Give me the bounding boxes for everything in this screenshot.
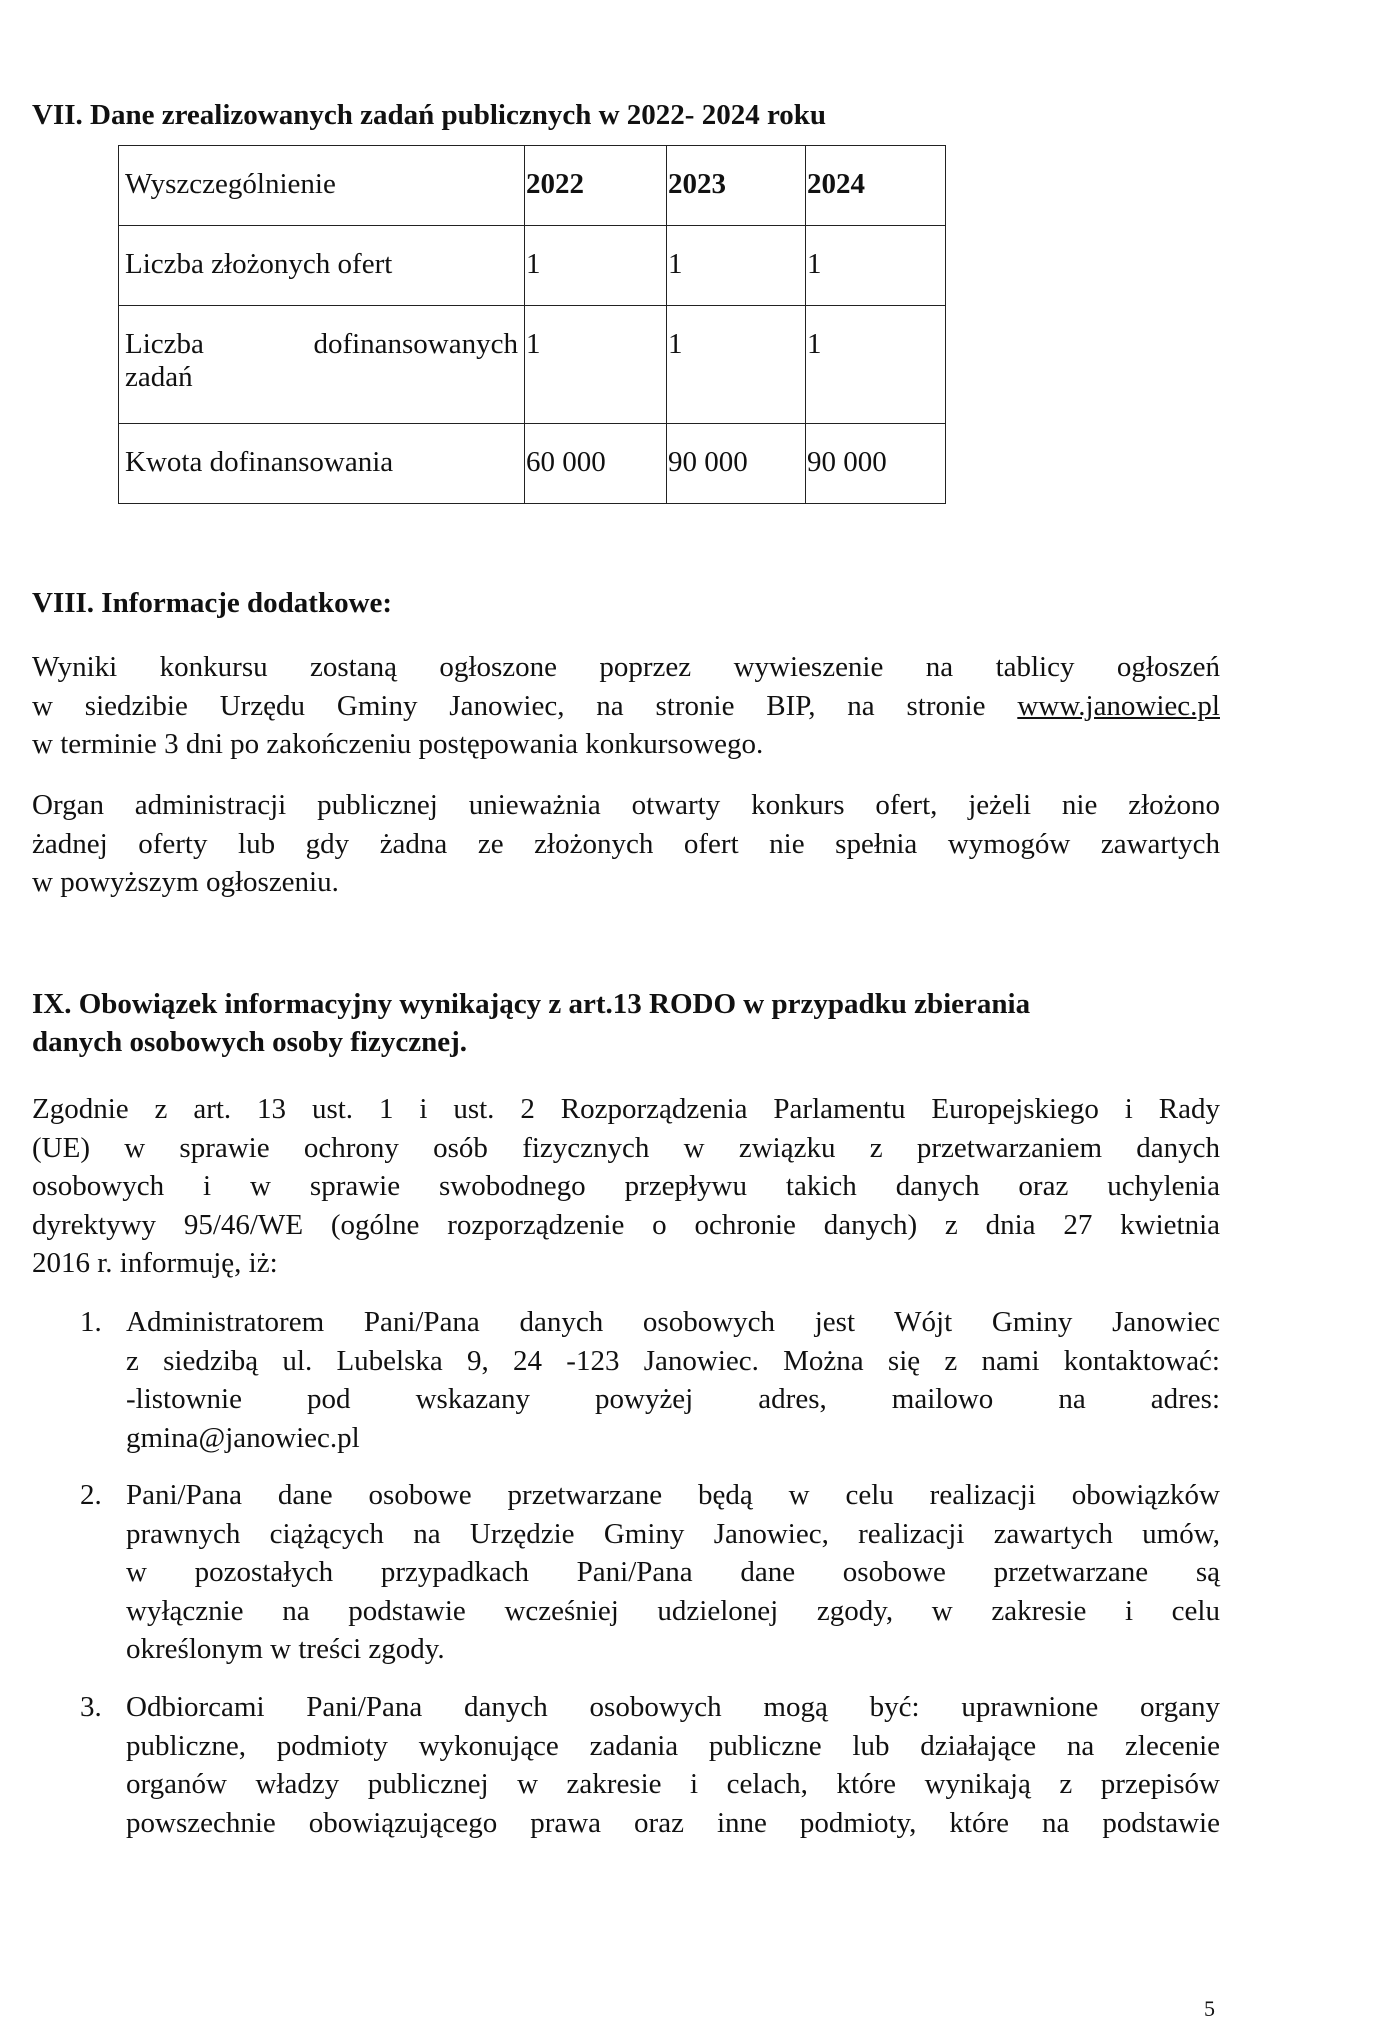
annulment-paragraph — [32, 786, 1220, 902]
text-line: w terminie 3 dni po zakończeniu postępowania konkursowego. — [32, 728, 764, 760]
table-cell: 1 — [667, 226, 806, 306]
text-line: wyłącznie na podstawie wcześniej udzielonej zgody, w zakresie i celu — [126, 1594, 1220, 1627]
text-line: określonym w treści zgody. — [126, 1633, 445, 1665]
row-label-word: Liczba — [125, 328, 204, 360]
section-8-heading: VIII. Informacje dodatkowe: — [32, 587, 393, 619]
text-line: Wyniki konkursu zostaną ogłoszone poprzez wywieszenie na tablicy ogłoszeń — [32, 651, 1220, 683]
row-label: Kwota dofinansowania — [119, 424, 525, 504]
list-item-number: 2. — [80, 1479, 102, 1511]
table-cell: 1 — [806, 306, 946, 424]
results-paragraph — [32, 648, 1220, 764]
text-line: żadnej oferty lub gdy żadna ze złożonych ofert nie spełnia wymogów zawartych — [32, 827, 1220, 860]
page-number: 5 — [1204, 1996, 1215, 2021]
rodo-intro-paragraph — [32, 1090, 1220, 1283]
text-line: organów władzy publicznej w zakresie i celach, które wynikają z przepisów — [126, 1768, 1220, 1800]
text-line: publiczne, podmioty wykonujące zadania publiczne lub działające na zlecenie — [126, 1729, 1220, 1762]
text-line: osobowych i w sprawie swobodnego przepływu takich danych oraz uchylenia — [32, 1170, 1220, 1202]
table-cell: 60 000 — [525, 424, 667, 504]
table-header-cell: 2022 — [525, 146, 667, 226]
table-cell: 1 — [525, 306, 667, 424]
text-fragment: w siedzibie Urzędu Gminy Janowiec, na stronie BIP, na stronie — [32, 689, 986, 722]
table-header-cell: 2024 — [806, 146, 946, 226]
table-cell: 1 — [806, 226, 946, 306]
list-item-number: 3. — [80, 1691, 102, 1723]
text-line: -listownie pod wskazany powyżej adres, mailowo na adres: — [126, 1383, 1220, 1415]
text-line: w powyższym ogłoszeniu. — [32, 866, 339, 898]
table-row — [119, 306, 946, 424]
row-label-word: zadań — [125, 361, 193, 393]
list-item-text — [126, 1476, 1220, 1669]
heading-line: danych osobowych osoby fizycznej. — [32, 1026, 468, 1058]
table-row — [119, 424, 946, 504]
table-row — [119, 226, 946, 306]
row-label-word: dofinansowanych — [313, 328, 518, 360]
section-7-heading: VII. Dane zrealizowanych zadań publicznych w 2022- 2024 roku — [32, 99, 827, 131]
table-cell: 1 — [667, 306, 806, 424]
heading-line: IX. Obowiązek informacyjny wynikający z art.13 RODO w przypadku zbierania — [32, 988, 1031, 1020]
section-9-heading — [32, 985, 1220, 1061]
table-header-cell: 2023 — [667, 146, 806, 226]
table-cell: 1 — [525, 226, 667, 306]
tasks-data-table — [118, 145, 946, 504]
text-line: z siedzibą ul. Lubelska 9, 24 -123 Janowiec. Można się z nami kontaktować: — [126, 1344, 1220, 1377]
list-item-text — [126, 1303, 1220, 1457]
text-line — [32, 687, 1220, 726]
list-item-number: 1. — [80, 1306, 102, 1338]
list-item-text — [126, 1688, 1220, 1842]
text-line: Odbiorcami Pani/Pana danych osobowych mogą być: uprawnione organy — [126, 1691, 1220, 1723]
website-link[interactable]: www.janowiec.pl — [1017, 689, 1220, 722]
table-cell: 90 000 — [806, 424, 946, 504]
text-line: w pozostałych przypadkach Pani/Pana dane osobowe przetwarzane są — [126, 1556, 1220, 1588]
text-line: Administratorem Pani/Pana danych osobowych jest Wójt Gminy Janowiec — [126, 1306, 1220, 1338]
row-label: Liczba złożonych ofert — [119, 226, 525, 306]
text-line: prawnych ciążących na Urzędzie Gminy Janowiec, realizacji zawartych umów, — [126, 1517, 1220, 1550]
text-line: (UE) w sprawie ochrony osób fizycznych w związku z przetwarzaniem danych — [32, 1131, 1220, 1164]
row-label — [119, 306, 525, 424]
table-cell: 90 000 — [667, 424, 806, 504]
text-line: gmina@janowiec.pl — [126, 1421, 360, 1454]
text-line: powszechnie obowiązującego prawa oraz inne podmioty, które na podstawie — [126, 1806, 1220, 1839]
text-line: Zgodnie z art. 13 ust. 1 i ust. 2 Rozporządzenia Parlamentu Europejskiego i Rady — [32, 1093, 1220, 1125]
text-line: Pani/Pana dane osobowe przetwarzane będą w celu realizacji obowiązków — [126, 1479, 1220, 1511]
text-line: dyrektywy 95/46/WE (ogólne rozporządzenie o ochronie danych) z dnia 27 kwietnia — [32, 1208, 1220, 1241]
text-line: 2016 r. informuję, iż: — [32, 1247, 278, 1279]
table-header-cell: Wyszczególnienie — [119, 146, 525, 226]
text-line: Organ administracji publicznej unieważnia otwarty konkurs ofert, jeżeli nie złożono — [32, 789, 1220, 821]
table-header-row — [119, 146, 946, 226]
